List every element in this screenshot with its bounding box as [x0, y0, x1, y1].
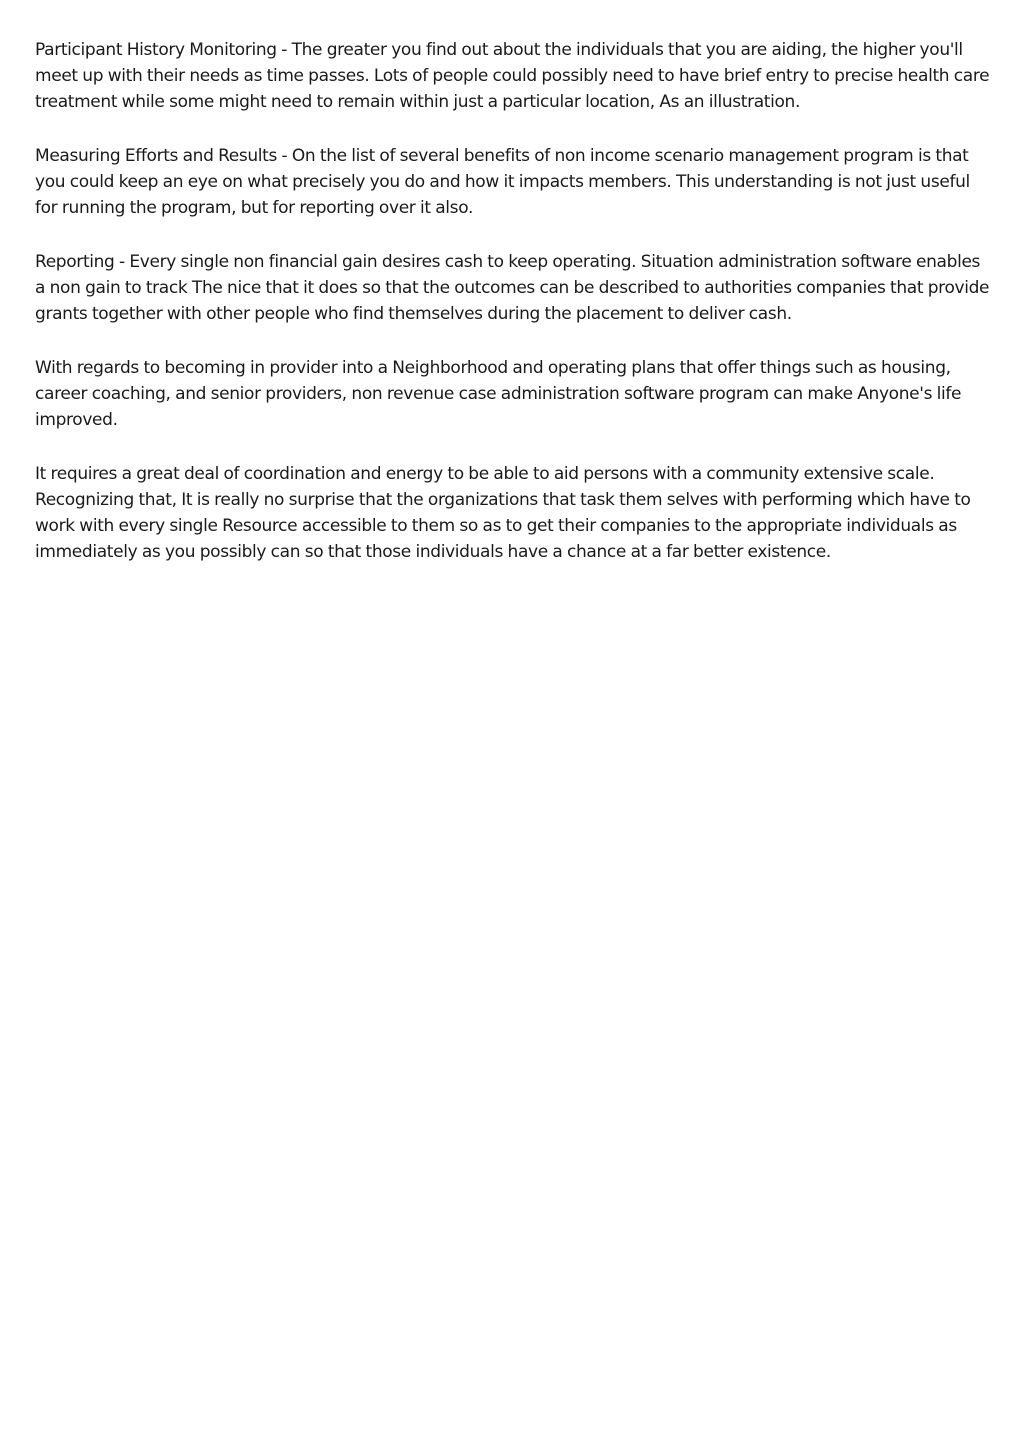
paragraph-community-service: With regards to becoming in provider into a Neighborhood and operating plans that offer things such as housing, career coaching, and senior providers, non revenue case administration software program can make Anyone's life improved.	[35, 358, 962, 430]
paragraph-measuring-efforts: Measuring Efforts and Results - On the list of several benefits of non income scenario management program is that you could keep an eye on what precisely you do and how it impacts members. This understanding is not just useful for running the program, but for reporting over it also.	[35, 146, 970, 218]
paragraph-coordination: It requires a great deal of coordination and energy to be able to aid persons with a community extensive scale. Recognizing that, It is really no surprise that the organizations that task them selves with performing which have to work with every single Resource accessible to them so as to get their companies to the appropriate individuals as immediately as you possibly can so that those individuals have a chance at a far better existence.	[35, 464, 971, 562]
document-page	[35, 37, 990, 593]
paragraph-reporting: Reporting - Every single non financial gain desires cash to keep operating. Situation administration software enables a non gain to track The nice that it does so that the outcomes can be described to authorities companies that provide grants together with other people who find themselves during the placement to deliver cash.	[35, 252, 990, 324]
paragraph-participant-history: Participant History Monitoring - The greater you find out about the individuals that you are aiding, the higher you'll meet up with their needs as time passes. Lots of people could possibly need to have brief entry to precise health care treatment while some might need to remain within just a particular location, As an illustration.	[35, 40, 990, 112]
